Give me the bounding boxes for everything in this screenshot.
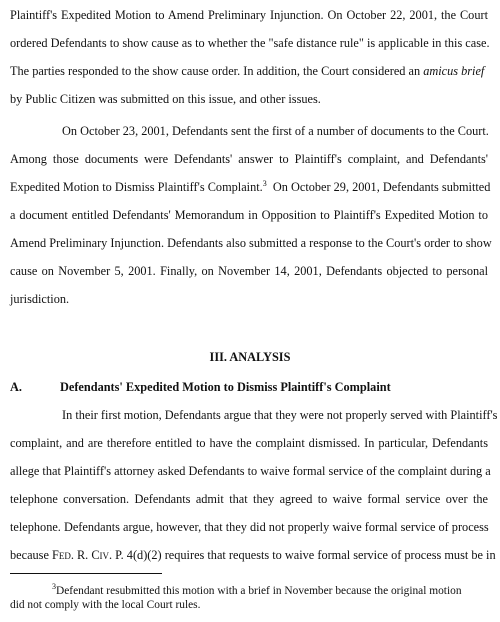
paragraph-3-line-1: In their first motion, Defendants argue that they were not properly served with Plaintiff's (62, 408, 498, 422)
paragraph-3-line-5: telephone. Defendants argue, however, that they did not properly waive formal service of process (10, 520, 489, 534)
amicus-brief-emphasis: amicus brief (423, 64, 485, 78)
footnote-separator (10, 573, 162, 574)
paragraph-3-line-6 (10, 548, 496, 562)
paragraph-2-line-6: cause on November 5, 2001. Finally, on November 14, 2001, Defendants objected to personal (10, 264, 488, 278)
paragraph-2-line-4: a document entitled Defendants' Memorandum in Opposition to Plaintiff's Expedited Motion to (10, 208, 488, 222)
paragraph-3-line-4: telephone conversation. Defendants admit that they agreed to waive formal service over the (10, 492, 488, 506)
paragraph-1-line-3-text: The parties responded to the show cause order. In addition, the Court considered an (10, 64, 424, 78)
paragraph-2-line-3 (10, 179, 491, 194)
subsection-title: Defendants' Expedited Motion to Dismiss Plaintiff's Complaint (60, 380, 391, 394)
footnote-line-1 (52, 582, 488, 598)
section-heading: III. ANALYSIS (209, 350, 291, 364)
subsection-letter: A. (10, 380, 22, 394)
footnote-line-1-text: Defendant resubmitted this motion with a brief in November because the original motion (56, 585, 462, 597)
paragraph-3-line-6-b: 4(d)(2) requires that requests to waive formal service of process must be in (123, 548, 496, 562)
paragraph-1-line-3 (10, 64, 488, 78)
paragraph-2-line-1: On October 23, 2001, Defendants sent the first of a number of documents to the Court. (62, 124, 489, 138)
paragraph-3-line-6-a: because (10, 548, 52, 562)
paragraph-2-line-3-a: Expedited Motion to Dismiss Plaintiff's Complaint. (10, 180, 263, 194)
footnote-line-2: did not comply with the local Court rules. (10, 599, 201, 611)
paragraph-2-line-3-b: On October 29, 2001, Defendants submitted (272, 180, 491, 194)
footnote-marker: 3 (52, 582, 56, 591)
paragraph-2-line-7: jurisdiction. (10, 292, 70, 306)
paragraph-1-line-1: Plaintiff's Expedited Motion to Amend Preliminary Injunction. On October 22, 2001, the Court (10, 8, 488, 22)
paragraph-3-line-2: complaint, and are therefore entitled to have the complaint dismissed. In particular, Defendants (10, 436, 488, 450)
paragraph-1-line-4: by Public Citizen was submitted on this issue, and other issues. (10, 92, 321, 106)
rule-citation: Fed. R. Civ. P. (52, 548, 124, 562)
footnote-reference: 3 (262, 179, 267, 188)
paragraph-2-line-5: Amend Preliminary Injunction. Defendants also submitted a response to the Court's order to show (10, 236, 492, 250)
paragraph-1-line-2: ordered Defendants to show cause as to whether the "safe distance rule" is applicable in this case. (10, 36, 490, 50)
paragraph-3-line-3: allege that Plaintiff's attorney asked Defendants to waive formal service of the complaint during a (10, 464, 491, 478)
subsection-heading (10, 380, 391, 395)
paragraph-2-line-2: Among those documents were Defendants' answer to Plaintiff's complaint, and Defendants' (10, 152, 488, 166)
